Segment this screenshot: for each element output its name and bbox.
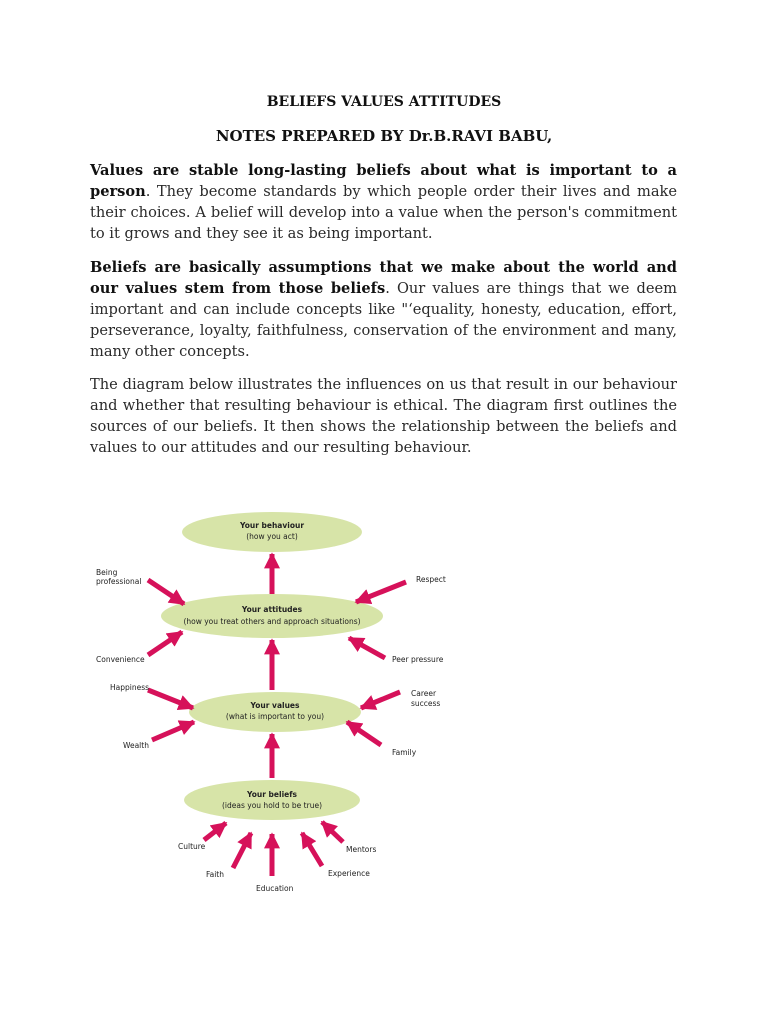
values-subtitle: (what is important to you)	[225, 712, 325, 721]
arrow-career-success	[361, 692, 400, 708]
paragraph-values-rest: . They become standards by which people order their lives and make their choices. A belief will develop into a value when the person's commitment to it grows and they see it as being important.	[90, 183, 677, 242]
label-professional: professional	[96, 577, 142, 586]
label-education: Education	[256, 884, 294, 893]
paragraph-beliefs-bold: Beliefs are basically assumptions that we make about the world and our values stem from those beliefs	[90, 259, 677, 297]
arrow-convenience	[148, 632, 182, 655]
beliefs-title: Your beliefs	[247, 790, 297, 799]
label-peer-pressure: Peer pressure	[392, 655, 444, 664]
label-success: success	[411, 699, 441, 708]
behaviour-subtitle: (how you act)	[246, 532, 298, 541]
paragraph-beliefs-rest: . Our values are things that we deem important and can include concepts like "‘equality, honesty, education, effort, perseverance, loyalty, faithfulness, conservation of the environment and many, many other concepts.	[90, 280, 677, 360]
arrow-respect	[356, 582, 406, 602]
arrow-mentors	[322, 822, 343, 842]
beliefs-ellipse	[184, 780, 360, 820]
arrow-family	[347, 722, 381, 745]
label-culture: Culture	[178, 842, 206, 851]
attitudes-title: Your attitudes	[241, 605, 303, 614]
paragraph-diagram-intro: The diagram below illustrates the influences on us that result in our behaviour and whether that resulting behaviour is ethical. The diagram first outlines the sources of our beliefs. It then shows the relationship between the beliefs and values to our attitudes and our resulting behaviour.	[90, 376, 677, 456]
label-experience: Experience	[328, 869, 370, 878]
arrow-culture	[204, 823, 226, 840]
arrow-happiness	[148, 690, 193, 708]
label-respect: Respect	[416, 575, 446, 584]
label-wealth: Wealth	[123, 741, 149, 750]
behaviour-title: Your behaviour	[239, 521, 305, 530]
label-convenience: Convenience	[96, 655, 145, 664]
arrow-experience	[302, 833, 322, 866]
values-title: Your values	[250, 701, 300, 710]
label-family: Family	[392, 748, 417, 757]
label-faith: Faith	[206, 870, 224, 879]
document-subtitle: NOTES PREPARED BY Dr.B.RAVI BABU,	[215, 127, 553, 145]
arrow-wealth	[152, 722, 194, 740]
paragraph-values-bold: Values are stable long-lasting beliefs about what is important to a person	[90, 162, 677, 200]
label-happiness: Happiness	[110, 683, 150, 692]
arrow-peer-pressure	[349, 638, 385, 658]
beliefs-subtitle: (ideas you hold to be true)	[222, 801, 322, 810]
arrow-being-professional	[148, 580, 184, 604]
label-being: Being	[96, 568, 118, 577]
document-title: BELIEFS VALUES ATTITUDES	[266, 94, 502, 110]
label-career: Career	[411, 689, 437, 698]
label-mentors: Mentors	[346, 845, 377, 854]
arrow-faith	[233, 833, 251, 868]
attitudes-subtitle: (how you treat others and approach situations)	[183, 617, 361, 626]
attitudes-ellipse	[161, 594, 383, 638]
